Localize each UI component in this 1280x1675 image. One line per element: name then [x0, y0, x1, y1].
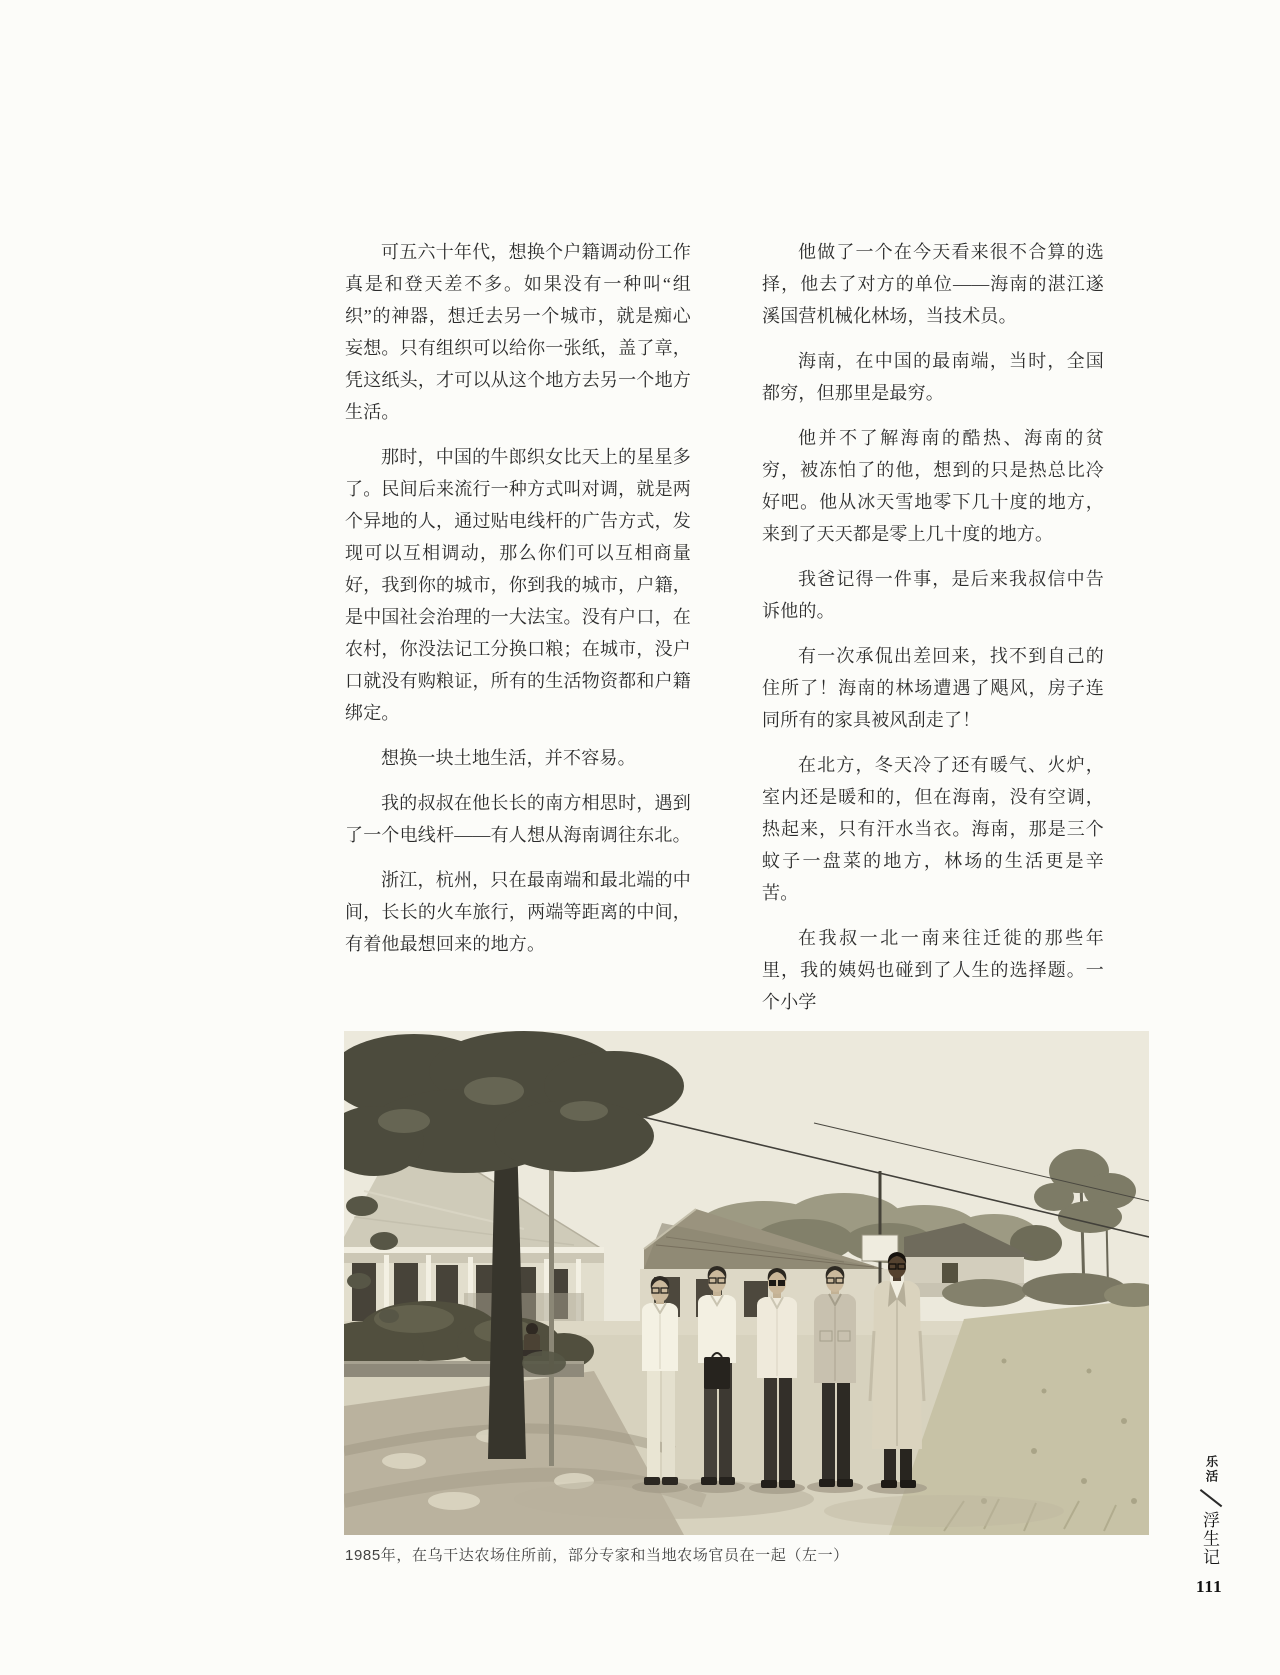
paragraph: 他并不了解海南的酷热、海南的贫穷，被冻怕了的他，想到的只是热总比冷好吧。他从冰天雪地零下几十度的地方，来到了天天都是零上几十度的地方。: [762, 428, 1104, 544]
paragraph: 我爸记得一件事，是后来我叔信中告诉他的。: [762, 569, 1104, 621]
photo: [344, 1031, 1149, 1535]
paragraph: 那时，中国的牛郎织女比天上的星星多了。民间后来流行一种方式叫对调，就是两个异地的人，通过贴电线杆的广告方式，发现可以互相调动，那么你们可以互相商量好，我到你的城市，你到我的城市，户籍，是中国社会治理的一大法宝。没有户口，在农村，你没法记工分换口粮；在城市，没户口就没有购粮证，所有的生活物资都和户籍绑定。: [345, 447, 691, 723]
sidebar-chapter-label: 浮生记: [1200, 1511, 1219, 1567]
page-number: 111: [1196, 1577, 1223, 1596]
paragraph: 在北方，冬天冷了还有暖气、火炉，室内还是暖和的，但在海南，没有空调，热起来，只有汗水当衣。海南，那是三个蚊子一盘菜的地方，林场的生活更是辛苦。: [762, 755, 1104, 903]
paragraph: 可五六十年代，想换个户籍调动份工作真是和登天差不多。如果没有一种叫“组织”的神器，想迁去另一个城市，就是痴心妄想。只有组织可以给你一张纸，盖了章，凭这纸头，才可以从这个地方去另一个地方生活。: [345, 242, 691, 422]
photo-caption: 1985年，在乌干达农场住所前，部分专家和当地农场官员在一起（左一）: [345, 1547, 849, 1564]
paragraph: 在我叔一北一南来往迁徙的那些年里，我的姨妈也碰到了人生的选择题。一个小学: [762, 928, 1104, 1012]
paragraph: 浙江，杭州，只在最南端和最北端的中间，长长的火车旅行，两端等距离的中间，有着他最想回来的地方。: [345, 870, 691, 954]
paragraph: 海南，在中国的最南端，当时，全国都穷，但那里是最穷。: [762, 351, 1104, 403]
sidebar-divider-slash: [1200, 1489, 1222, 1507]
photo-man-1: [642, 1276, 678, 1485]
left-column: [345, 236, 691, 973]
paragraph: 我的叔叔在他长长的南方相思时，遇到了一个电线杆——有人想从海南调往东北。: [345, 793, 691, 845]
paragraph: 想换一块土地生活，并不容易。: [381, 748, 636, 768]
paragraph: 他做了一个在今天看来很不合算的选择，他去了对方的单位——海南的湛江遂溪国营机械化林场，当技术员。: [762, 242, 1104, 326]
sidebar-section-label: 乐活: [1204, 1455, 1218, 1484]
paragraph: 有一次承侃出差回来，找不到自己的住所了！海南的林场遭遇了飓风，房子连同所有的家具被风刮走了！: [762, 646, 1104, 730]
farm-photo-illustration: [344, 1031, 1149, 1535]
right-column: [762, 236, 1104, 1031]
